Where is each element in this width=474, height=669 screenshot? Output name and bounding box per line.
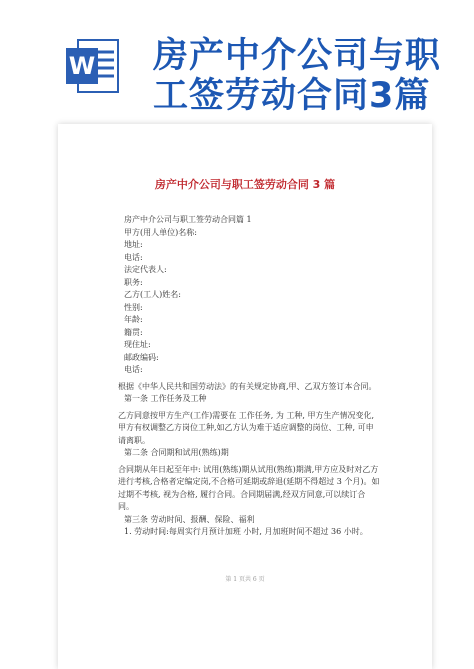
banner-title: 房产中介公司与职工签劳动合同3篇: [153, 36, 442, 116]
document-line: 电话:: [124, 365, 143, 374]
document-line: 甲方(用人单位)名称:: [124, 227, 197, 237]
document-line: 年龄:: [124, 315, 143, 324]
document-line: 第二条 合同期和试用(熟练)期: [124, 448, 229, 457]
document-line: 法定代表人:: [124, 265, 167, 274]
document-line: 第三条 劳动时间、报酬、保险、福利: [124, 514, 255, 524]
document-line: 1. 劳动时间:每周实行月预计加班 小时, 月加班时间不超过 36 小时。: [124, 527, 368, 536]
document-line: 地址:: [124, 240, 143, 249]
document-line: 邮政编码:: [124, 352, 159, 362]
svg-text:W: W: [68, 52, 96, 80]
document-line: 职务:: [124, 277, 143, 287]
document-line: 第一条 工作任务及工种: [124, 394, 207, 403]
document-title: 房产中介公司与职工签劳动合同 3 篇: [154, 178, 336, 191]
document-line: 根据《中华人民共和国劳动法》的有关规定协商,甲、乙双方签订本合同。: [118, 381, 377, 391]
document-line: 现住址:: [124, 340, 151, 349]
document-line: 乙方(工人)姓名:: [124, 290, 181, 299]
document-body: [118, 214, 380, 539]
document-line: 电话:: [124, 252, 143, 262]
document-line: 乙方同意按甲方生产(工作)需要在 工作任务, 为 工种, 甲方生产情况变化,甲方有权调整乙方岗位工种,如乙方认为难于适应调整的岗位、工种, 可申请离职。: [118, 410, 375, 445]
banner: [0, 0, 474, 118]
word-doc-icon: [64, 36, 120, 96]
page-indicator: 第 1 页共 6 页: [225, 576, 265, 583]
document-line: 籍贯:: [124, 327, 143, 337]
document-page: [58, 124, 432, 669]
document-line: 合同期从年日起至年中: 试用(熟练)期从试用(熟练)期满,甲方应及时对乙方进行考核,合格者定编定岗,不合格可延期或辞退(延期不得超过 3 个月)。如过期不考核, 视为合格, 履行合同。合同期届满,经双方同意,可以续订合同。: [118, 464, 380, 511]
document-line: 房产中介公司与职工签劳动合同篇 1: [124, 215, 252, 224]
document-line: 性别:: [124, 302, 143, 312]
